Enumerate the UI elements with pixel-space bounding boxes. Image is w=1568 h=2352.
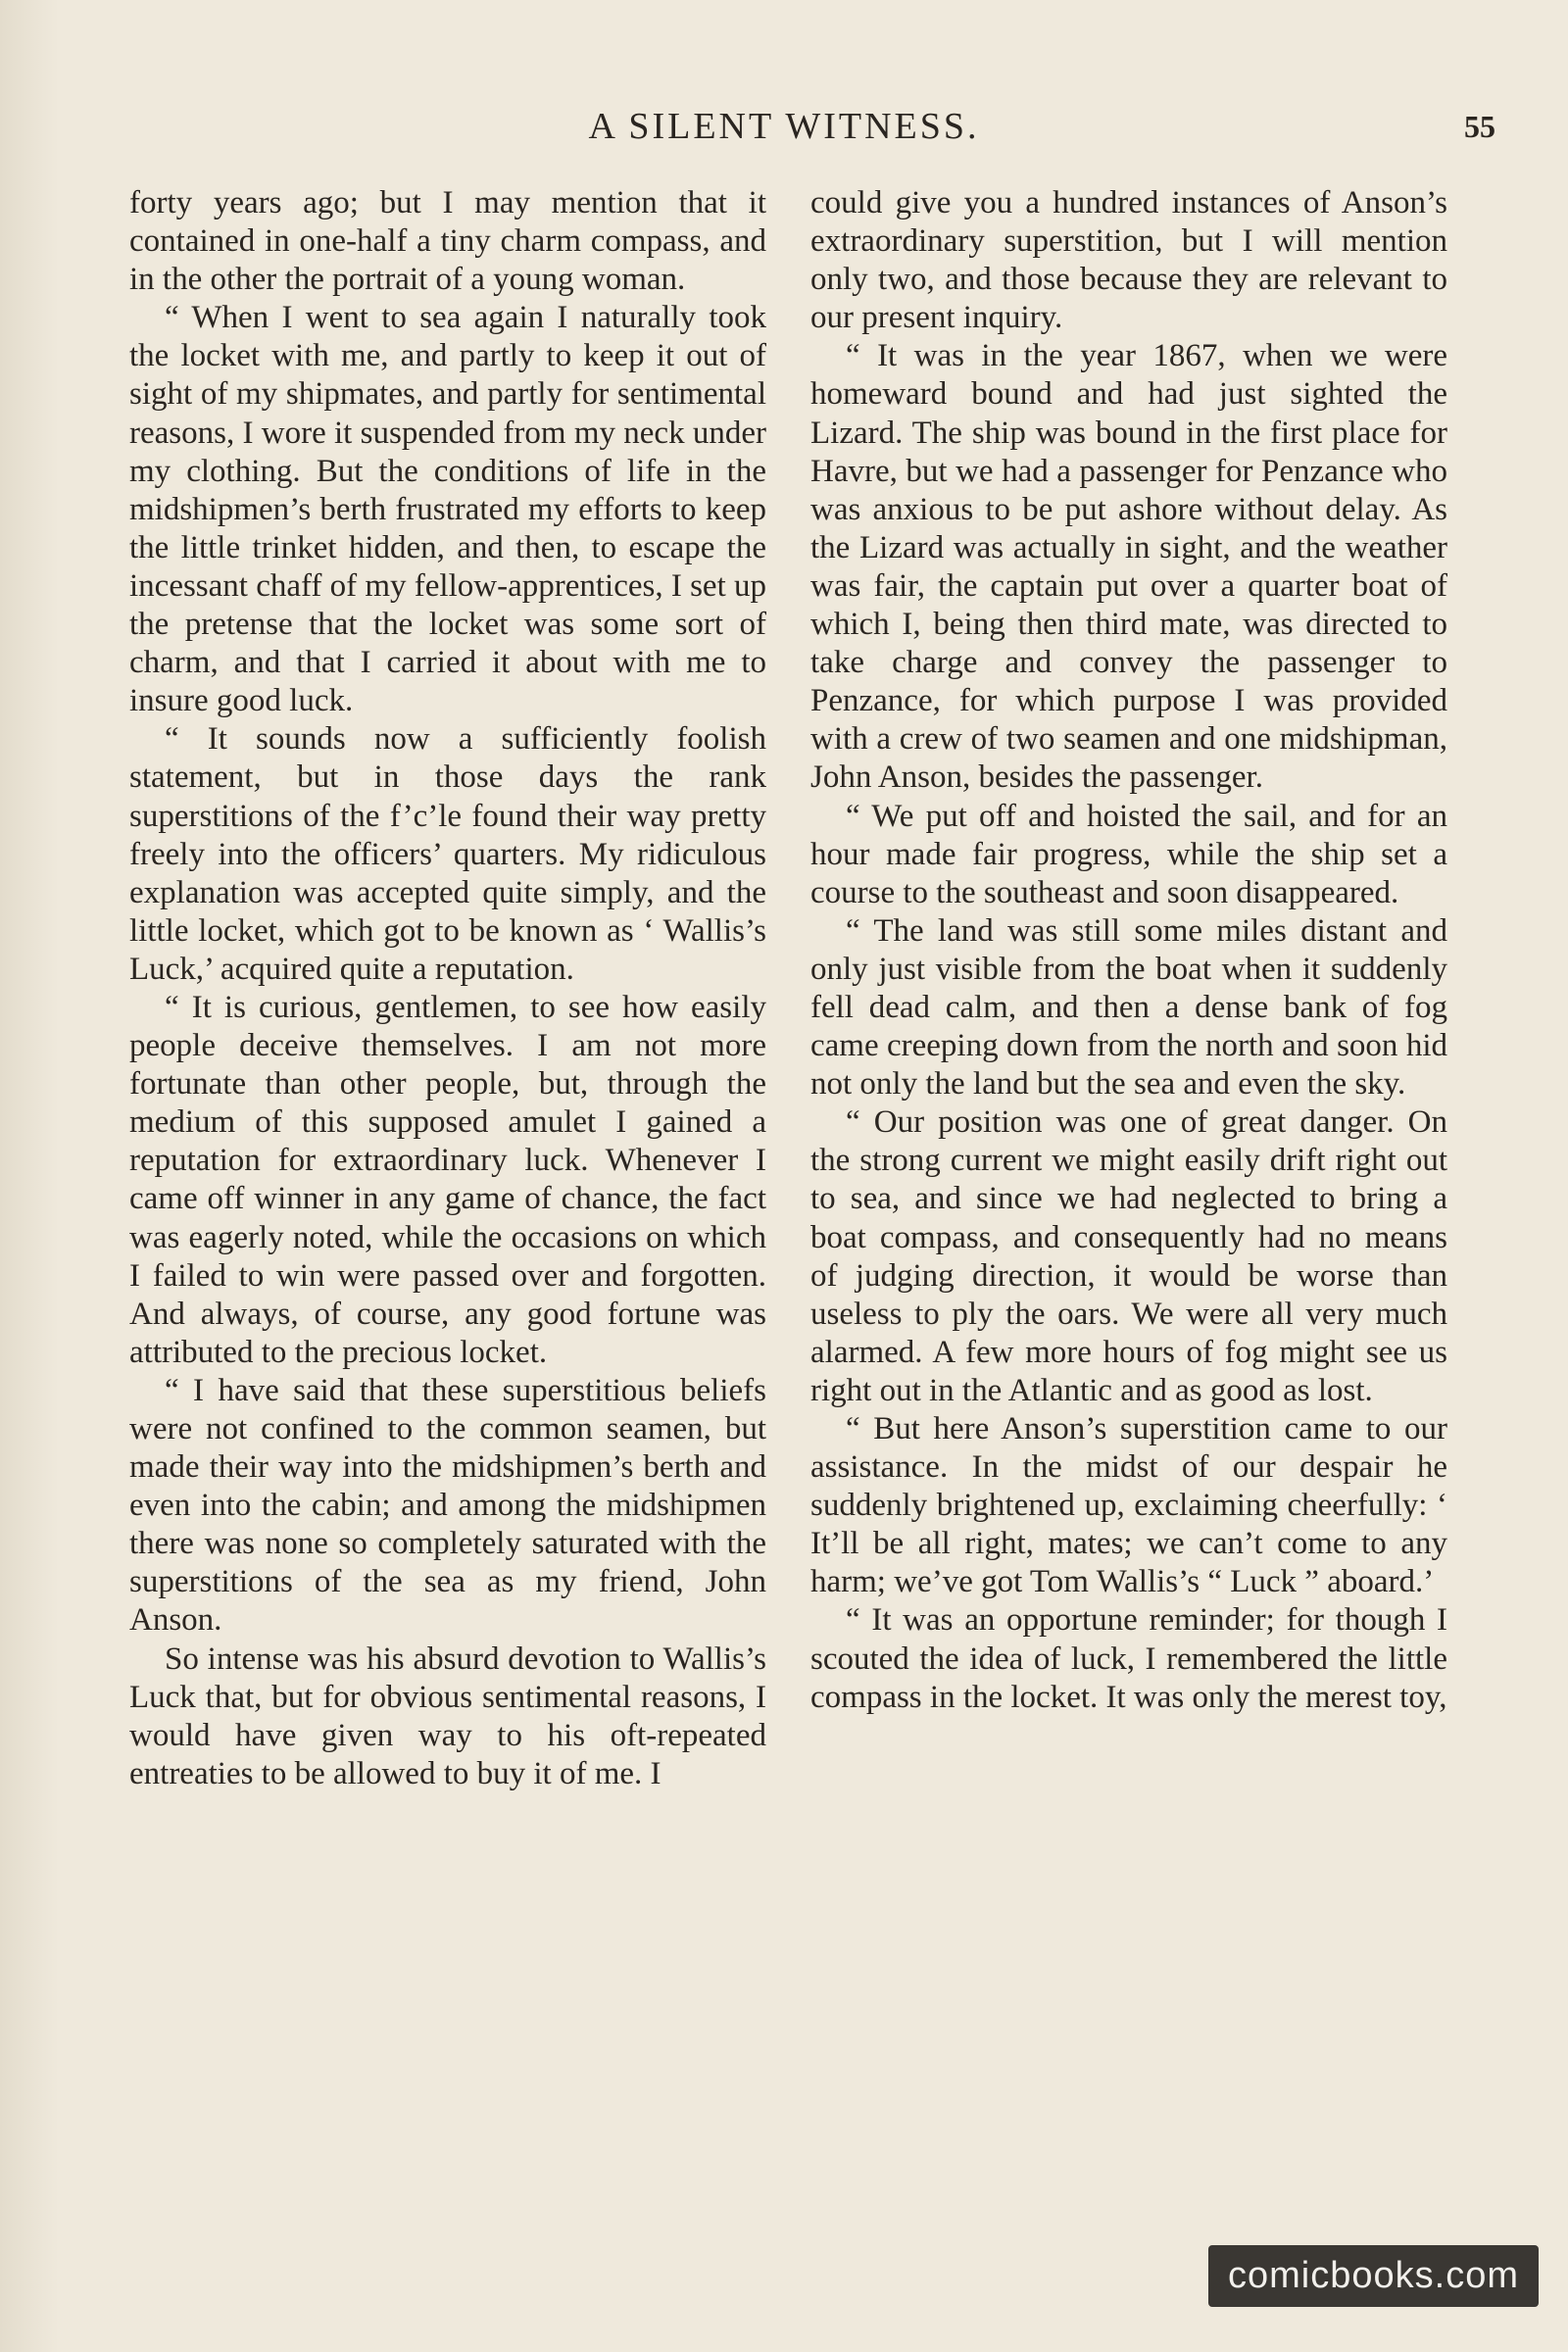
left-text-column (129, 184, 766, 1793)
paragraph: “ It sounds now a sufficiently foolish statement, but in those days the rank superstitions of the f’c’le found their way pretty freely into the officers’ quarters. My ridiculous explanation was accepted quite simply, and the little locket, which got to be known as ‘ Wallis’s Luck,’ acquired quite a reputation. (129, 721, 766, 987)
paragraph: “ I have said that these superstitious beliefs were not confined to the common seamen, but made their way into the midshipmen’s berth and even into the cabin; and among the midshipmen there was none so completely saturated with the superstitions of the sea as my friend, John Anson. (129, 1372, 766, 1639)
paragraph: “ It was an opportune reminder; for though I scouted the idea of luck, I remembered the little compass in the locket. It was only the merest toy, (810, 1602, 1447, 1715)
paragraph: So intense was his absurd devotion to Wallis’s Luck that, but for obvious sentimental reasons, I would have given way to his oft-repeated entreaties to be allowed to buy it of me. I (129, 1641, 766, 1791)
watermark: comicbooks.com (1208, 2245, 1539, 2307)
paragraph: “ We put off and hoisted the sail, and for an hour made fair progress, while the ship set a course to the southeast and soon disappeared. (810, 798, 1447, 910)
page-edge-shadow (0, 0, 59, 2352)
running-header (0, 102, 1568, 151)
running-title: A SILENT WITNESS. (588, 106, 980, 147)
right-text-column (810, 184, 1447, 1717)
paragraph: “ But here Anson’s superstition came to our assistance. In the midst of our despair he suddenly brightened up, exclaiming cheerfully: ‘ It’ll be all right, mates; we can’t come to any harm; we’ve got Tom Wallis’s “ Luck ” aboard.’ (810, 1411, 1447, 1600)
paragraph: “ When I went to sea again I naturally took the locket with me, and partly to keep it out of sight of my shipmates, and partly for sentimental reasons, I wore it suspended from my neck under my clothing. But the conditions of life in the midshipmen’s berth frustrated my efforts to keep the little trinket hidden, and then, to escape the incessant chaff of my fellow-apprentices, I set up the pretense that the locket was some sort of charm, and that I carried it about with me to insure good luck. (129, 300, 766, 719)
paragraph: “ Our position was one of great danger. On the strong current we might easily drift right out to sea, and since we had neglected to bring a boat compass, and consequently had no means of judging direction, it would be worse than useless to ply the oars. We were all very much alarmed. A few more hours of fog might see us right out in the Atlantic and as good as lost. (810, 1104, 1447, 1408)
paragraph: “ It is curious, gentlemen, to see how easily people deceive themselves. I am not more fortunate than other people, but, through the medium of this supposed amulet I gained a reputation for extraordinary luck. Whenever I came off winner in any game of chance, the fact was eagerly noted, while the occasions on which I failed to win were passed over and forgotten. And always, of course, any good fortune was attributed to the precious locket. (129, 989, 766, 1370)
paragraph: “ It was in the year 1867, when we were homeward bound and had just sighted the Lizard. The ship was bound in the first place for Havre, but we had a passenger for Penzance who was anxious to be put ashore without delay. As the Lizard was actually in sight, and the weather was fair, the captain put over a quarter boat of which I, being then third mate, was directed to take charge and convey the passenger to Penzance, for which purpose I was provided with a crew of two seamen and one midshipman, John Anson, besides the passenger. (810, 338, 1447, 796)
paragraph: forty years ago; but I may mention that it contained in one-half a tiny charm compass, and in the other the portrait of a young woman. (129, 185, 766, 298)
paragraph: could give you a hundred instances of Anson’s extraordinary superstition, but I will mention only two, and those because they are relevant to our present inquiry. (810, 185, 1447, 336)
paragraph: “ The land was still some miles distant and only just visible from the boat when it suddenly fell dead calm, and then a dense bank of fog came creeping down from the north and soon hid not only the land but the sea and even the sky. (810, 912, 1447, 1102)
page-number: 55 (1464, 109, 1495, 144)
